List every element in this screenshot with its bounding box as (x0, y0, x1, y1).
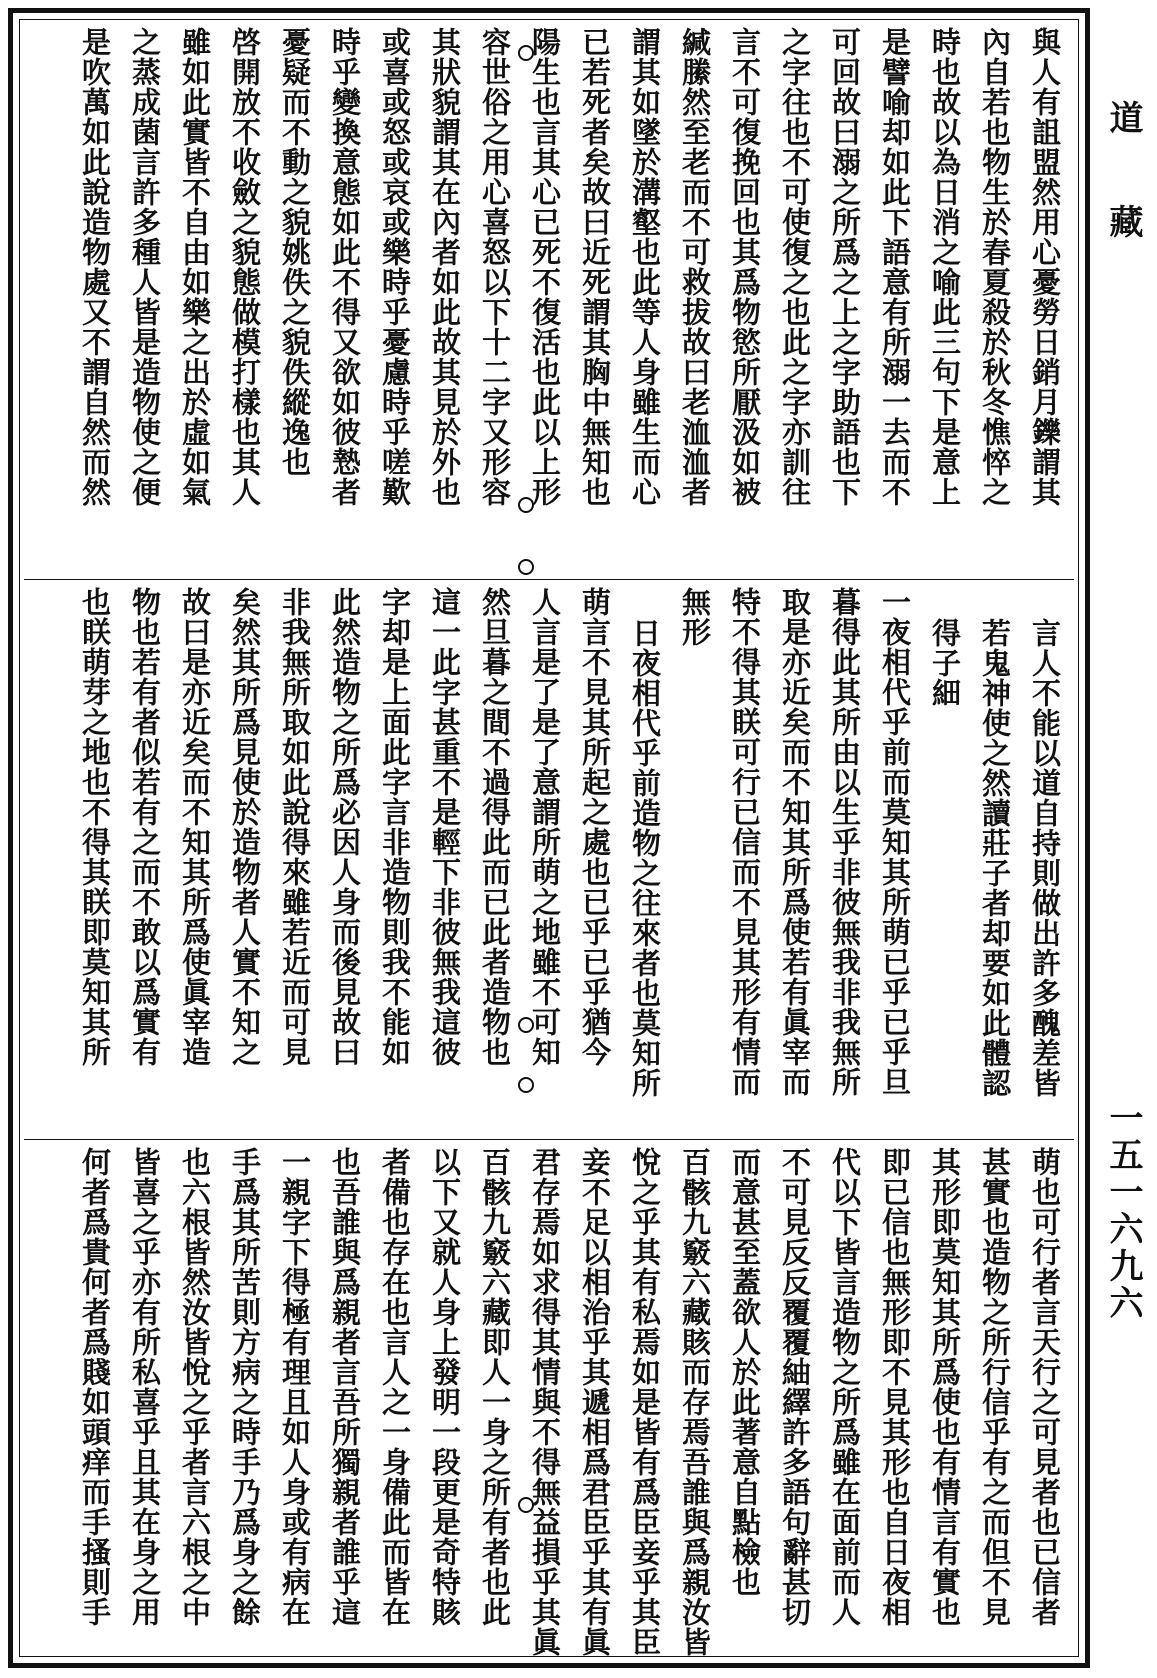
circle-mark-icon (518, 1077, 534, 1093)
circle-mark-icon (518, 1497, 534, 1513)
text-column: 悅之乎其有私焉如是皆有爲臣妾乎其臣 (628, 1147, 662, 1657)
page-frame (8, 8, 1090, 1668)
text-column: 憂疑而不動之貌姚佚之貌佚縱逸也 (278, 27, 312, 477)
text-column: 手爲其所苦則方病之時手乃爲身之餘 (228, 1147, 262, 1627)
text-column: 言不可復挽回也其爲物慾所厭汲如被 (728, 27, 762, 507)
text-column: 啓開放不收斂之貌態做模打樣也其人 (228, 27, 262, 507)
text-column: 內自若也物生於春夏殺於秋冬憔悴之 (978, 27, 1012, 507)
text-column: 暮得此其所由以生乎非彼無我非我無所 (828, 587, 862, 1097)
text-column: 可回故曰溺之所爲之上之字助語也下 (828, 27, 862, 507)
text-column: 也眹萌芽之地也不得其眹即莫知其所 (78, 587, 112, 1067)
text-column: 之字往也不可使復之也此之字亦訓往 (778, 27, 812, 507)
text-column: 即已信也無形即不見其形也自日夜相 (878, 1147, 912, 1627)
text-column: 無形 (678, 587, 712, 647)
text-column: 代以下皆言造物之所爲雖在面前而人 (828, 1147, 862, 1627)
text-column: 日夜相代乎前造物之往來者也莫知所 (628, 618, 662, 1098)
text-column: 皆喜之乎亦有所私喜乎且其在身之用 (128, 1147, 162, 1627)
register-bottom (24, 1147, 1074, 1667)
text-column: 百骸九竅六藏賅而存焉吾誰與爲親汝皆 (678, 1147, 712, 1657)
text-column: 物也若有者似若有之而不敢以爲實有 (128, 587, 162, 1067)
text-column: 字却是上面此字言非造物則我不能如 (378, 587, 412, 1067)
text-column: 得子細 (928, 618, 962, 708)
text-column: 時也故以為日消之喻此三句下是意上 (928, 27, 962, 507)
side-title: 道藏 (1103, 100, 1143, 308)
text-column: 與人有詛盟然用心憂勞日銷月鑠謂其 (1028, 27, 1062, 507)
text-column: 是吹萬如此說造物處又不謂自然而然 (78, 27, 112, 507)
text-column: 故曰是亦近矣而不知其所爲使眞宰造 (178, 587, 212, 1067)
text-column: 然旦暮之間不過得此而已此者造物也 (478, 587, 512, 1067)
text-column: 這一此字甚重不是輕下非彼無我這彼 (428, 587, 462, 1067)
column-group (70, 27, 1070, 575)
text-column: 一夜相代乎前而莫知其所萌已乎已乎旦 (878, 587, 912, 1097)
text-column: 特不得其眹可行已信而不見其形有情而 (728, 587, 762, 1097)
text-column: 容世俗之用心喜怒以下十二字又形容 (478, 27, 512, 507)
circle-mark-icon (518, 45, 534, 61)
register-top (24, 27, 1074, 575)
text-column: 百骸九竅六藏即人一身之所有者也此 (478, 1147, 512, 1627)
text-column: 若鬼神使之然讀莊子者却要如此體認 (978, 618, 1012, 1098)
text-column: 者備也存在也言人之一身備此而皆在 (378, 1147, 412, 1627)
text-column: 之蒸成菌言許多種人皆是造物使之便 (128, 27, 162, 507)
text-column: 緘縢然至老而不可救拔故曰老洫洫者 (678, 27, 712, 507)
text-column: 人言是了是了意謂所萌之地雖不可知 (528, 587, 562, 1067)
text-column: 矣然其所爲見使於造物者人實不知之 (228, 587, 262, 1067)
text-column: 是譬喻却如此下語意有所溺一去而不 (878, 27, 912, 507)
text-column: 已若死者矣故曰近死謂其胸中無知也 (578, 27, 612, 507)
text-column: 一親字下得極有理且如人身或有病在 (278, 1147, 312, 1627)
page-number: 一五一六九六 (1103, 1100, 1143, 1322)
text-column: 非我無所取如此說得來雖若近而可見 (278, 587, 312, 1067)
register-divider (24, 1139, 1074, 1140)
text-column: 萌也可行者言天行之可見者也已信者 (1028, 1147, 1062, 1627)
text-column: 其狀貌謂其在內者如此故其見於外也 (428, 27, 462, 507)
text-column: 也吾誰與爲親者言吾所獨親者誰乎這 (328, 1147, 362, 1627)
text-column: 此然造物之所爲必因人身而後見故曰 (328, 587, 362, 1067)
register-divider (24, 579, 1074, 580)
text-column: 不可見反反覆覆紬繹許多語句辭甚切 (778, 1147, 812, 1627)
text-column: 或喜或怒或哀或樂時乎憂慮時乎嗟歎 (378, 27, 412, 507)
text-column: 妾不足以相治乎其遞相爲君臣乎其有眞 (578, 1147, 612, 1657)
text-column: 君存焉如求得其情與不得無益損乎其眞 (528, 1147, 562, 1657)
text-column: 謂其如墜於溝壑也此等人身雖生而心 (628, 27, 662, 507)
text-column: 言人不能以道自持則做出許多醜差皆 (1028, 618, 1062, 1098)
circle-mark-icon (518, 497, 534, 513)
text-column: 萌言不見其所起之處也已乎已乎猶今 (578, 587, 612, 1067)
text-column: 取是亦近矣而不知其所爲使若有眞宰而 (778, 587, 812, 1097)
circle-mark-icon (518, 559, 534, 575)
text-column: 陽生也言其心已死不復活也此以上形 (528, 27, 562, 507)
text-column: 也六根皆然汝皆悅之乎者言六根之中 (178, 1147, 212, 1627)
text-column: 時乎變換意態如此不得又欲如彼慹者 (328, 27, 362, 507)
column-group (70, 1147, 1070, 1667)
circle-mark-icon (518, 1017, 534, 1033)
register-middle (24, 587, 1074, 1135)
text-column: 甚實也造物之所行信乎有之而但不見 (978, 1147, 1012, 1627)
text-column: 雖如此實皆不自由如樂之出於虛如氣 (178, 27, 212, 507)
text-column: 而意甚至蓋欲人於此著意自點檢也 (728, 1147, 762, 1597)
text-column: 以下又就人身上發明一段更是奇特賅 (428, 1147, 462, 1627)
column-group (70, 587, 1070, 1135)
text-column: 何者爲貴何者爲賤如頭痒而手搔則手 (78, 1147, 112, 1627)
text-column: 其形即莫知其所爲使也有情言有實也 (928, 1147, 962, 1627)
